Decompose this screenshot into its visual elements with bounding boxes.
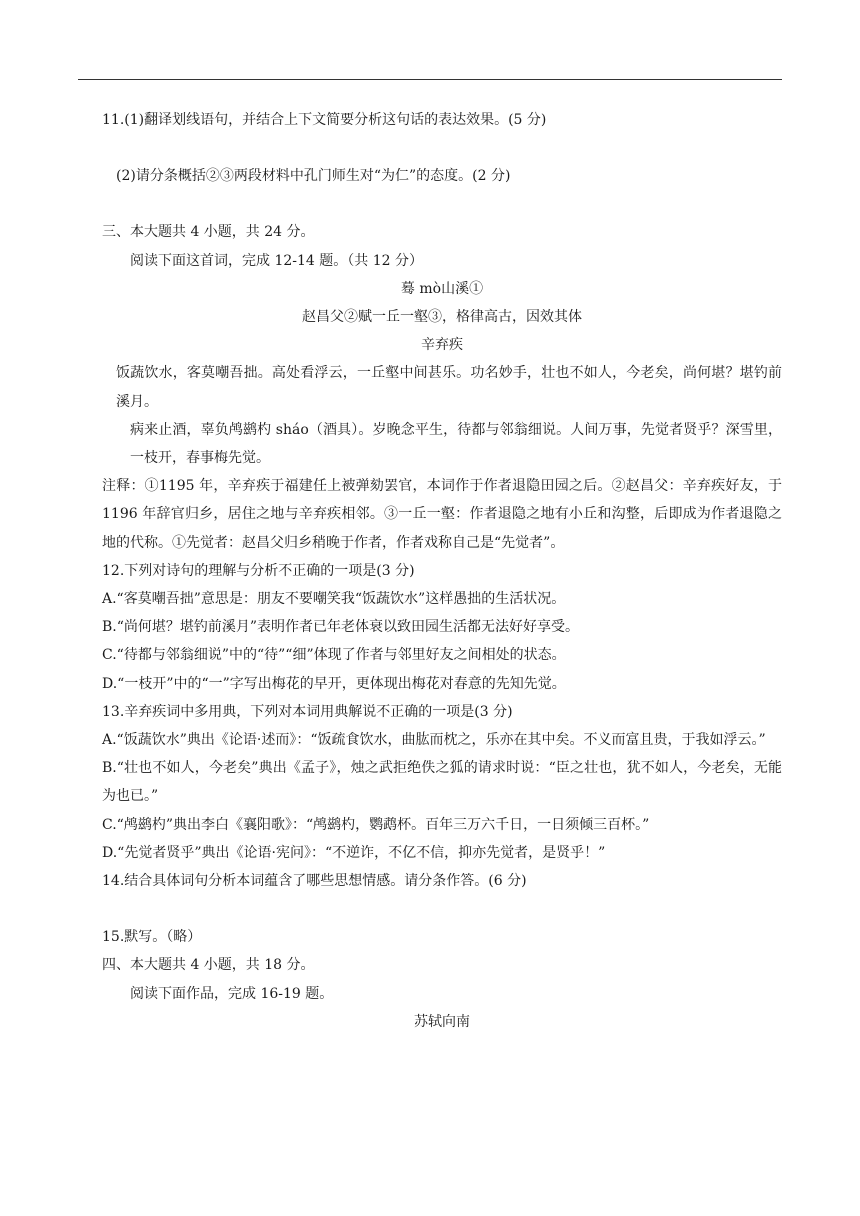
section4-heading: 四、本大题共 4 小题，共 18 分。 — [102, 957, 315, 974]
section4-instruction: 阅读下面作品，完成 16-19 题。 — [130, 985, 334, 1002]
poem-author: 辛弃疾 — [421, 337, 463, 354]
q13-stem: 13.辛弃疾词中多用典，下列对本词用典解说不正确的一项是(3 分) — [102, 703, 513, 720]
q11-part1: 11.(1)翻译划线语句，并结合上下文简要分析这句话的表达效果。(5 分) — [102, 112, 547, 128]
q13-option-c: C.“鸬鹚杓”典出李白《襄阳歌》：“鸬鹚杓，鹦鹉杯。百年三万六千日，一日须倾三百杯。” — [102, 816, 650, 833]
q11-part2: (2)请分条概括②③两段材料中孔门师生对“为仁”的态度。(2 分) — [116, 168, 511, 185]
q12-option-d: D.“一枝开”中的“一”字写出梅花的早开，更体现出梅花对春意的先知先觉。 — [102, 675, 566, 692]
poem-stanza-2: 病来止酒，辜负鸬鹚杓 sháo（酒具）。岁晚念平生，待都与邻翁细说。人间万事，先觉者贤乎？深雪里，一枝开，春事梅先觉。 — [130, 421, 782, 467]
answer-space — [102, 134, 782, 162]
section3-instruction: 阅读下面这首词，完成 12-14 题。（共 12 分） — [130, 252, 423, 269]
q12-option-a: A.“客莫嘲吾拙”意思是：朋友不要嘲笑我“饭蔬饮水”这样愚拙的生活状况。 — [102, 591, 566, 608]
section3-heading: 三、本大题共 4 小题，共 24 分。 — [102, 224, 315, 241]
poem-stanza-1: 饭蔬饮水，客莫嘲吾拙。高处看浮云，一丘壑中间甚乐。功名妙手，壮也不如人，今老矣，尚何堪？堪钓前溪月。 — [116, 365, 782, 410]
poem-subtitle: 赵昌父②赋一丘一壑③，格律高古，因效其体 — [302, 309, 582, 326]
answer-space — [102, 895, 782, 923]
exam-page-content — [102, 106, 782, 1036]
poem-title: 蓦 mò山溪① — [400, 280, 484, 297]
q14-stem: 14.结合具体词句分析本词蕴含了哪些思想情感。请分条作答。(6 分) — [102, 873, 527, 890]
q12-option-b: B.“尚何堪？堪钓前溪月”表明作者已年老体衰以致田园生活都无法好好享受。 — [102, 619, 580, 636]
poem-notes: 注释：①1195 年，辛弃疾于福建任上被弹劾罢官，本词作于作者退隐田园之后。②赵昌父：辛弃疾好友，于 1196 年辞官归乡，居住之地与辛弃疾相邻。③一丘一壑：作者退隐之地有小丘和沟整，后即成为作者退隐之地的代称。①先觉者：赵昌父归乡稍晚于作者，作者戏称自己是“先觉者”。 — [102, 478, 782, 551]
q13-option-b: B.“壮也不如人，今老矣”典出《孟子》，烛之武拒绝佚之狐的请求时说：“臣之壮也，犹不如人，今老矣，无能为也已。” — [102, 760, 782, 805]
q13-option-d: D.“先觉者贤乎”典出《论语·宪问》：“不逆诈，不亿不信，抑亦先觉者，是贤乎！” — [102, 844, 606, 861]
q12-stem: 12.下列对诗句的理解与分析不正确的一项是(3 分) — [102, 562, 415, 579]
q13-option-a: A.“饭蔬饮水”典出《论语·述而》：“饭疏食饮水，曲肱而枕之，乐亦在其中矣。不义而富且贵，于我如浮云。” — [102, 732, 766, 749]
passage-title: 苏轼向南 — [414, 1013, 470, 1030]
header-rule — [78, 79, 782, 80]
q12-option-c: C.“待都与邻翁细说”中的“待”“细”体现了作者与邻里好友之间相处的状态。 — [102, 647, 566, 664]
answer-space — [102, 190, 782, 218]
q15-stem: 15.默写。（略） — [102, 929, 202, 946]
